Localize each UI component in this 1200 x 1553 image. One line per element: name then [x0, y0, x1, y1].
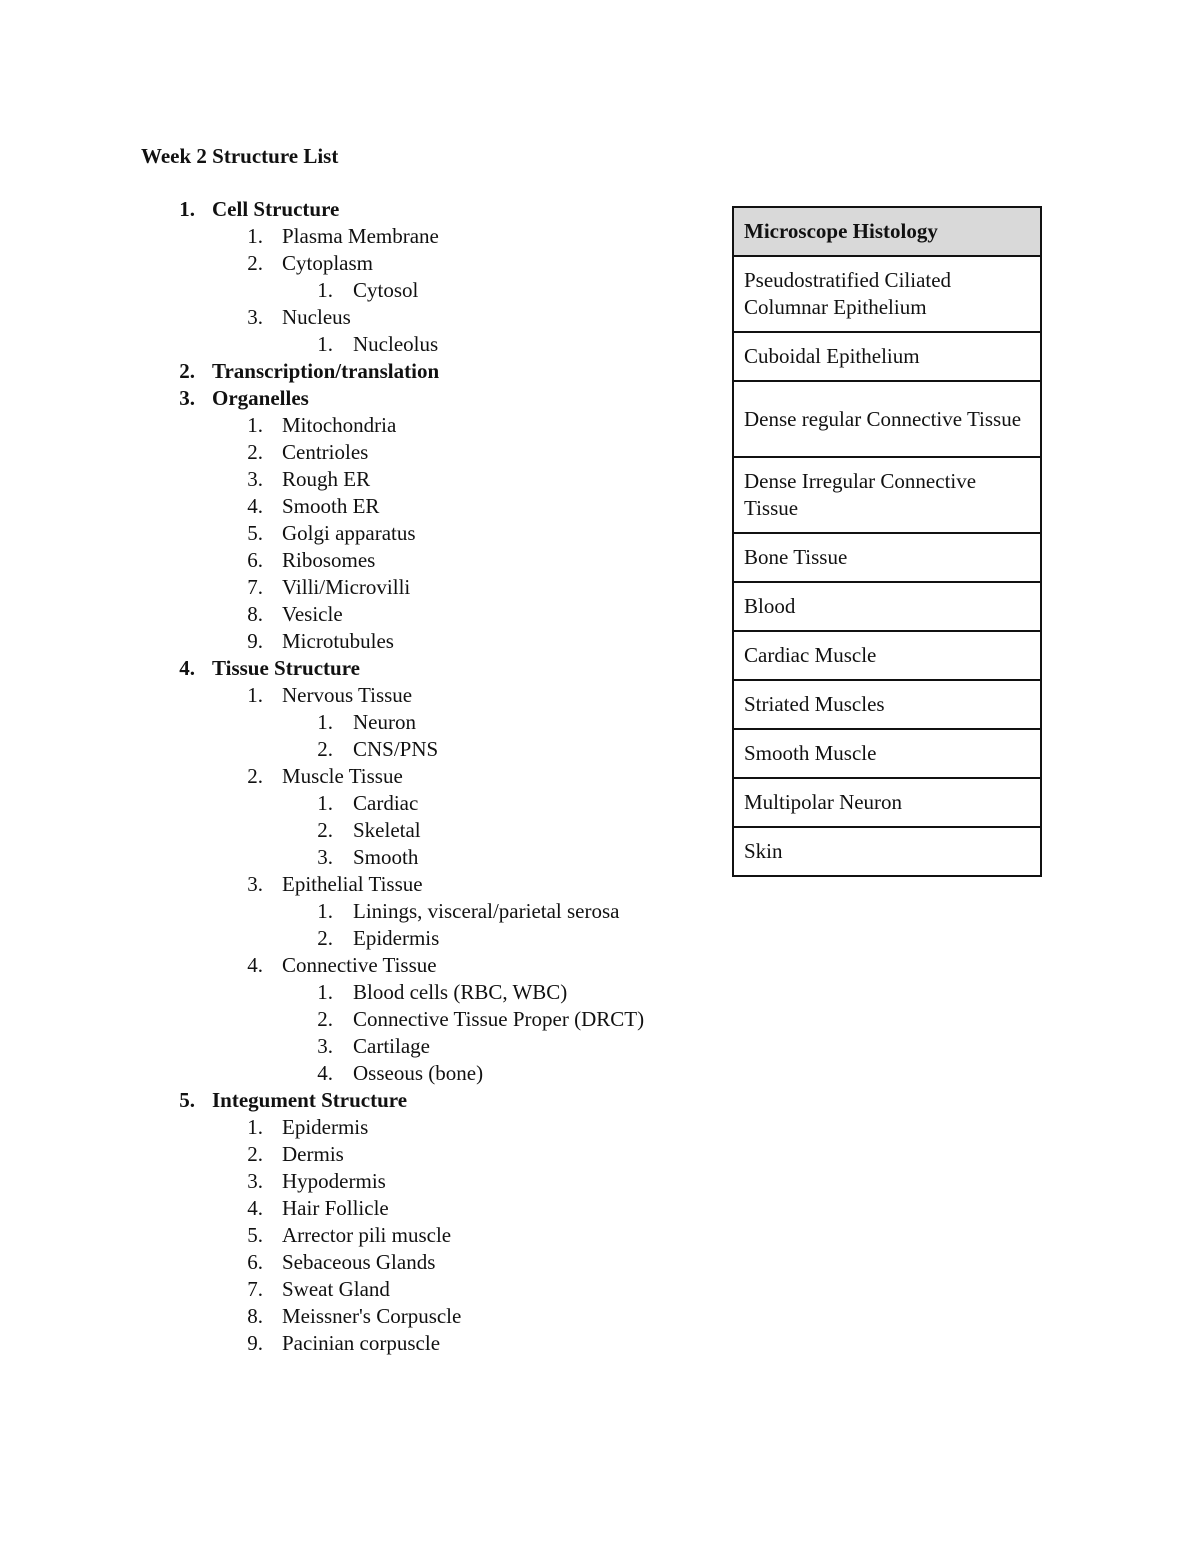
list-item-text: Tissue Structure	[212, 656, 360, 680]
list-item-text: Blood cells (RBC, WBC)	[353, 980, 568, 1004]
list-number: 2.	[179, 359, 195, 383]
table-cell: Bone Tissue	[733, 533, 1041, 582]
list-item-text: Cytoplasm	[282, 251, 374, 275]
list-item-text: CNS/PNS	[353, 737, 439, 761]
table-row	[733, 256, 1041, 332]
table-cell: Multipolar Neuron	[733, 778, 1041, 827]
list-item-text: Plasma Membrane	[282, 224, 439, 248]
list-number: 2.	[317, 1007, 333, 1031]
histology-table-header-row	[733, 207, 1041, 256]
outline-item	[0, 1168, 700, 1195]
list-number: 5.	[179, 1088, 195, 1112]
list-item-text: Connective Tissue	[282, 953, 437, 977]
outline-item	[0, 682, 700, 709]
list-item-text: Nucleolus	[353, 332, 439, 356]
list-item-text: Organelles	[212, 386, 309, 410]
list-item-text: Hair Follicle	[282, 1196, 389, 1220]
outline-item	[0, 223, 700, 250]
outline-item	[0, 979, 700, 1006]
list-number: 1.	[317, 980, 333, 1004]
outline-item	[0, 1033, 700, 1060]
list-number: 1.	[247, 413, 263, 437]
list-item-text: Cell Structure	[212, 197, 340, 221]
outline-item	[0, 1006, 700, 1033]
table-row	[733, 381, 1041, 457]
list-item-text: Epidermis	[353, 926, 440, 950]
list-item-text: Microtubules	[282, 629, 394, 653]
outline-item	[0, 1114, 700, 1141]
outline-item	[0, 331, 700, 358]
table-cell: Blood	[733, 582, 1041, 631]
outline-section	[0, 358, 700, 385]
list-number: 1.	[179, 197, 195, 221]
outline-section	[0, 196, 700, 223]
list-number: 2.	[247, 764, 263, 788]
list-number: 4.	[317, 1061, 333, 1085]
outline-item	[0, 763, 700, 790]
page-title: Week 2 Structure List	[141, 144, 339, 168]
outline-item	[0, 304, 700, 331]
list-item-text: Sweat Gland	[282, 1277, 390, 1301]
list-number: 5.	[247, 521, 263, 545]
list-number: 4.	[247, 494, 263, 518]
list-item-text: Villi/Microvilli	[282, 575, 411, 599]
outline-item	[0, 574, 700, 601]
list-number: 1.	[247, 224, 263, 248]
list-item-text: Hypodermis	[282, 1169, 386, 1193]
outline-section	[0, 1087, 700, 1114]
list-item-text: Cardiac	[353, 791, 419, 815]
list-item-text: Mitochondria	[282, 413, 397, 437]
outline-item	[0, 844, 700, 871]
list-item-text: Golgi apparatus	[282, 521, 416, 545]
list-number: 6.	[247, 1250, 263, 1274]
list-number: 4.	[247, 953, 263, 977]
outline-item	[0, 871, 700, 898]
list-item-text: Skeletal	[353, 818, 421, 842]
list-item-text: Smooth ER	[282, 494, 380, 518]
list-item-text: Cytosol	[353, 278, 419, 302]
outline-item	[0, 277, 700, 304]
list-number: 1.	[317, 899, 333, 923]
outline-item	[0, 898, 700, 925]
list-number: 3.	[247, 1169, 263, 1193]
list-number: 7.	[247, 1277, 263, 1301]
list-item-text: Epidermis	[282, 1115, 369, 1139]
list-number: 2.	[247, 440, 263, 464]
list-item-text: Nervous Tissue	[282, 683, 413, 707]
list-number: 1.	[247, 683, 263, 707]
table-cell: Pseudostratified Ciliated Columnar Epithelium	[733, 256, 1041, 332]
list-item-text: Connective Tissue Proper (DRCT)	[353, 1007, 645, 1031]
table-cell: Smooth Muscle	[733, 729, 1041, 778]
list-number: 2.	[317, 737, 333, 761]
table-cell: Cardiac Muscle	[733, 631, 1041, 680]
outline-item	[0, 1222, 700, 1249]
list-number: 2.	[247, 1142, 263, 1166]
list-item-text: Dermis	[282, 1142, 344, 1166]
list-number: 3.	[247, 872, 263, 896]
table-row	[733, 457, 1041, 533]
list-number: 1.	[247, 1115, 263, 1139]
list-item-text: Linings, visceral/parietal serosa	[353, 899, 620, 923]
list-item-text: Meissner's Corpuscle	[282, 1304, 462, 1328]
list-item-text: Centrioles	[282, 440, 369, 464]
list-item-text: Integument Structure	[212, 1088, 408, 1112]
outline-item	[0, 1195, 700, 1222]
table-row	[733, 680, 1041, 729]
list-number: 7.	[247, 575, 263, 599]
outline-item	[0, 1276, 700, 1303]
table-row	[733, 533, 1041, 582]
table-row	[733, 332, 1041, 381]
structure-outline	[0, 196, 700, 1357]
outline-item	[0, 466, 700, 493]
outline-item	[0, 601, 700, 628]
list-number: 1.	[317, 278, 333, 302]
list-item-text: Arrector pili muscle	[282, 1223, 452, 1247]
list-item-text: Ribosomes	[282, 548, 376, 572]
list-number: 1.	[317, 332, 333, 356]
table-cell: Skin	[733, 827, 1041, 876]
list-item-text: Transcription/translation	[212, 359, 440, 383]
list-number: 2.	[317, 926, 333, 950]
list-item-text: Vesicle	[282, 602, 343, 626]
list-number: 3.	[317, 845, 333, 869]
list-number: 9.	[247, 629, 263, 653]
table-row	[733, 631, 1041, 680]
list-number: 9.	[247, 1331, 263, 1355]
list-item-text: Sebaceous Glands	[282, 1250, 436, 1274]
table-row	[733, 827, 1041, 876]
outline-section	[0, 655, 700, 682]
list-item-text: Epithelial Tissue	[282, 872, 423, 896]
outline-item	[0, 1141, 700, 1168]
table-cell: Dense regular Connective Tissue	[733, 381, 1041, 457]
list-number: 2.	[317, 818, 333, 842]
table-cell: Dense Irregular Connective Tissue	[733, 457, 1041, 533]
list-item-text: Cartilage	[353, 1034, 430, 1058]
outline-item	[0, 736, 700, 763]
outline-item	[0, 628, 700, 655]
list-number: 5.	[247, 1223, 263, 1247]
list-item-text: Muscle Tissue	[282, 764, 403, 788]
list-item-text: Neuron	[353, 710, 416, 734]
list-number: 4.	[247, 1196, 263, 1220]
table-row	[733, 729, 1041, 778]
list-item-text: Rough ER	[282, 467, 371, 491]
list-number: 3.	[317, 1034, 333, 1058]
outline-item	[0, 1249, 700, 1276]
outline-item	[0, 520, 700, 547]
outline-item	[0, 925, 700, 952]
list-item-text: Nucleus	[282, 305, 351, 329]
list-item-text: Osseous (bone)	[353, 1061, 484, 1085]
list-number: 3.	[247, 305, 263, 329]
histology-table	[732, 206, 1042, 877]
outline-item	[0, 1303, 700, 1330]
outline-item	[0, 439, 700, 466]
table-cell: Striated Muscles	[733, 680, 1041, 729]
table-row	[733, 582, 1041, 631]
list-number: 1.	[317, 791, 333, 815]
list-number: 2.	[247, 251, 263, 275]
list-number: 8.	[247, 1304, 263, 1328]
table-cell: Cuboidal Epithelium	[733, 332, 1041, 381]
outline-item	[0, 790, 700, 817]
list-number: 3.	[247, 467, 263, 491]
table-row	[733, 778, 1041, 827]
outline-item	[0, 952, 700, 979]
list-number: 8.	[247, 602, 263, 626]
list-item-text: Smooth	[353, 845, 419, 869]
list-number: 4.	[179, 656, 195, 680]
list-item-text: Pacinian corpuscle	[282, 1331, 441, 1355]
outline-item	[0, 493, 700, 520]
outline-item	[0, 709, 700, 736]
outline-item	[0, 1060, 700, 1087]
outline-item	[0, 250, 700, 277]
outline-item	[0, 1330, 700, 1357]
outline-item	[0, 547, 700, 574]
outline-item	[0, 412, 700, 439]
outline-section	[0, 385, 700, 412]
list-number: 1.	[317, 710, 333, 734]
list-number: 3.	[179, 386, 195, 410]
histology-table-header: Microscope Histology	[733, 207, 1041, 256]
outline-item	[0, 817, 700, 844]
list-number: 6.	[247, 548, 263, 572]
